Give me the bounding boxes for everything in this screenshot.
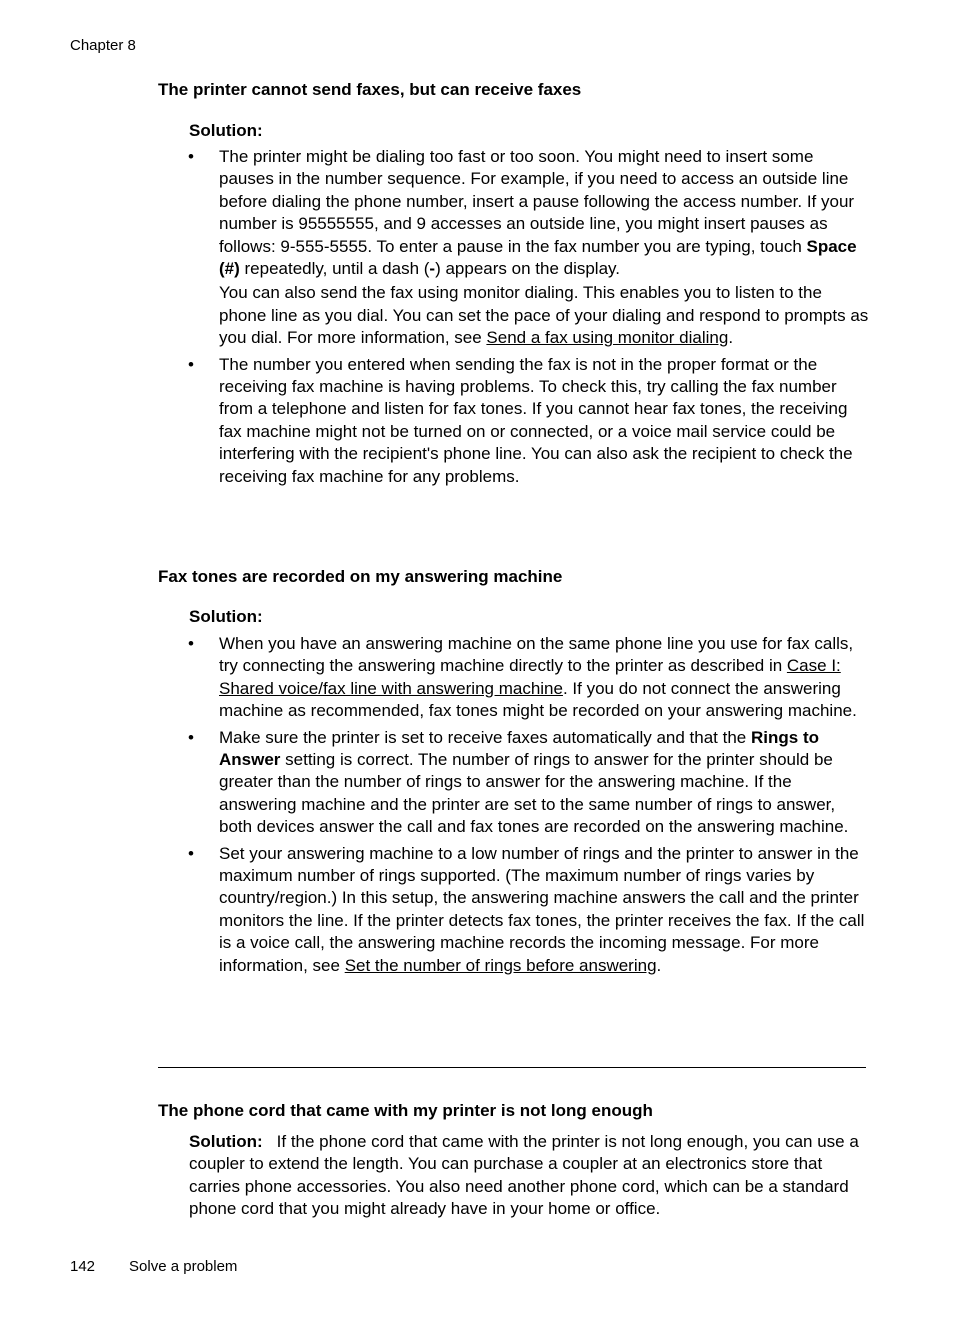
key-label-dash: - xyxy=(429,259,436,279)
list-item xyxy=(185,354,870,488)
paragraph: The number you entered when sending the fax is not in the proper format or the receiving fax machine is having problems. To check this, try calling the fax number from a telephone and listen for fax tones. If you cannot hear fax tones, the receiving fax machine might not be turned on or connected, or a voice mail service could be interfering with the recipient's phone line. You can also ask the recipient to check the receiving fax machine for any problems. xyxy=(219,354,853,486)
solution-list xyxy=(185,146,870,488)
bullet-icon: • xyxy=(188,843,194,863)
list-item xyxy=(185,633,870,723)
bullet-icon: • xyxy=(188,147,194,166)
setting-name-rings-to-answer: Rings to Answer xyxy=(219,727,819,770)
bullet-icon: • xyxy=(188,634,194,653)
paragraph: Make sure the printer is set to receive faxes automatically and that the Rings to Answer setting is correct. The number of rings to answer for the printer should be greater than the number of rings to answer for the answering machine. If the answering machine and the printer are set to the same number of rings to answer, both devices answer the call and fax tones are recorded on the answering machine. xyxy=(219,727,849,837)
link-set-number-of-rings[interactable]: Set the number of rings before answering xyxy=(344,955,657,975)
section-heading-fax-tones: Fax tones are recorded on my answering machine xyxy=(158,567,563,586)
solution-label: Solution: xyxy=(189,607,263,626)
solution-list xyxy=(185,633,870,977)
solution-label: Solution: xyxy=(189,121,263,140)
link-case-i-shared-line[interactable]: Case I: Shared voice/fax line with answering machine xyxy=(219,656,841,698)
link-send-fax-monitor-dialing[interactable]: Send a fax using monitor dialing xyxy=(486,328,729,348)
paragraph: When you have an answering machine on the same phone line you use for fax calls, try connecting the answering machine directly to the printer as described in Case I: Shared voice/fax line with answering machine. If you do not connect the answering machine as recommended, fax tones might be recorded on your answering machine. xyxy=(219,634,857,721)
list-item xyxy=(185,727,870,839)
solution-label: Solution: xyxy=(189,1132,263,1151)
list-item xyxy=(185,146,870,350)
section-heading-cannot-send: The printer cannot send faxes, but can receive faxes xyxy=(158,80,582,99)
paragraph: Set your answering machine to a low number of rings and the printer to answer in the maximum number of rings supported. (The maximum number of rings varies by country/region.) In this setup, the answering machine answers the call and the printer monitors the line. If the printer detects fax tones, the printer receives the fax. If the call is a voice call, the answering machine records the incoming message. For more information, see Set the number of rings before answering. xyxy=(219,843,865,975)
paragraph: You can also send the fax using monitor dialing. This enables you to listen to the phone line as you dial. You can set the pace of your dialing and respond to prompts as you dial. For more information, see Send a fax using monitor dialing. xyxy=(219,283,869,348)
key-label-space: Space (#) xyxy=(219,236,857,279)
section-divider xyxy=(158,1067,866,1068)
paragraph: The printer might be dialing too fast or too soon. You might need to insert some pauses in the number sequence. For example, if you need to access an outside line before dialing the phone number, insert a pause following the access number. If your number is 95555555, and 9 accesses an outside line, you might insert pauses as follows: 9-555-5555. To enter a pause in the fax number you are typing, touch Space (#) repeatedly, until a dash (-) appears on the display. xyxy=(219,147,857,279)
footer-section-title: Solve a problem xyxy=(129,1258,238,1275)
list-item xyxy=(185,843,870,977)
page-footer xyxy=(70,1258,237,1275)
solution-paragraph: Solution: If the phone cord that came with the printer is not long enough, you can use a coupler to extend the length. You can purchase a coupler at an electronics store that carries phone accessories. You also need another phone cord, which can be a standard phone cord that you might already have in your home or office. xyxy=(189,1132,859,1219)
bullet-icon: • xyxy=(188,727,194,747)
bullet-icon: • xyxy=(188,354,194,374)
chapter-label: Chapter 8 xyxy=(70,37,136,54)
page-number: 142 xyxy=(70,1258,96,1275)
section-heading-phone-cord: The phone cord that came with my printer is not long enough xyxy=(158,1101,653,1120)
